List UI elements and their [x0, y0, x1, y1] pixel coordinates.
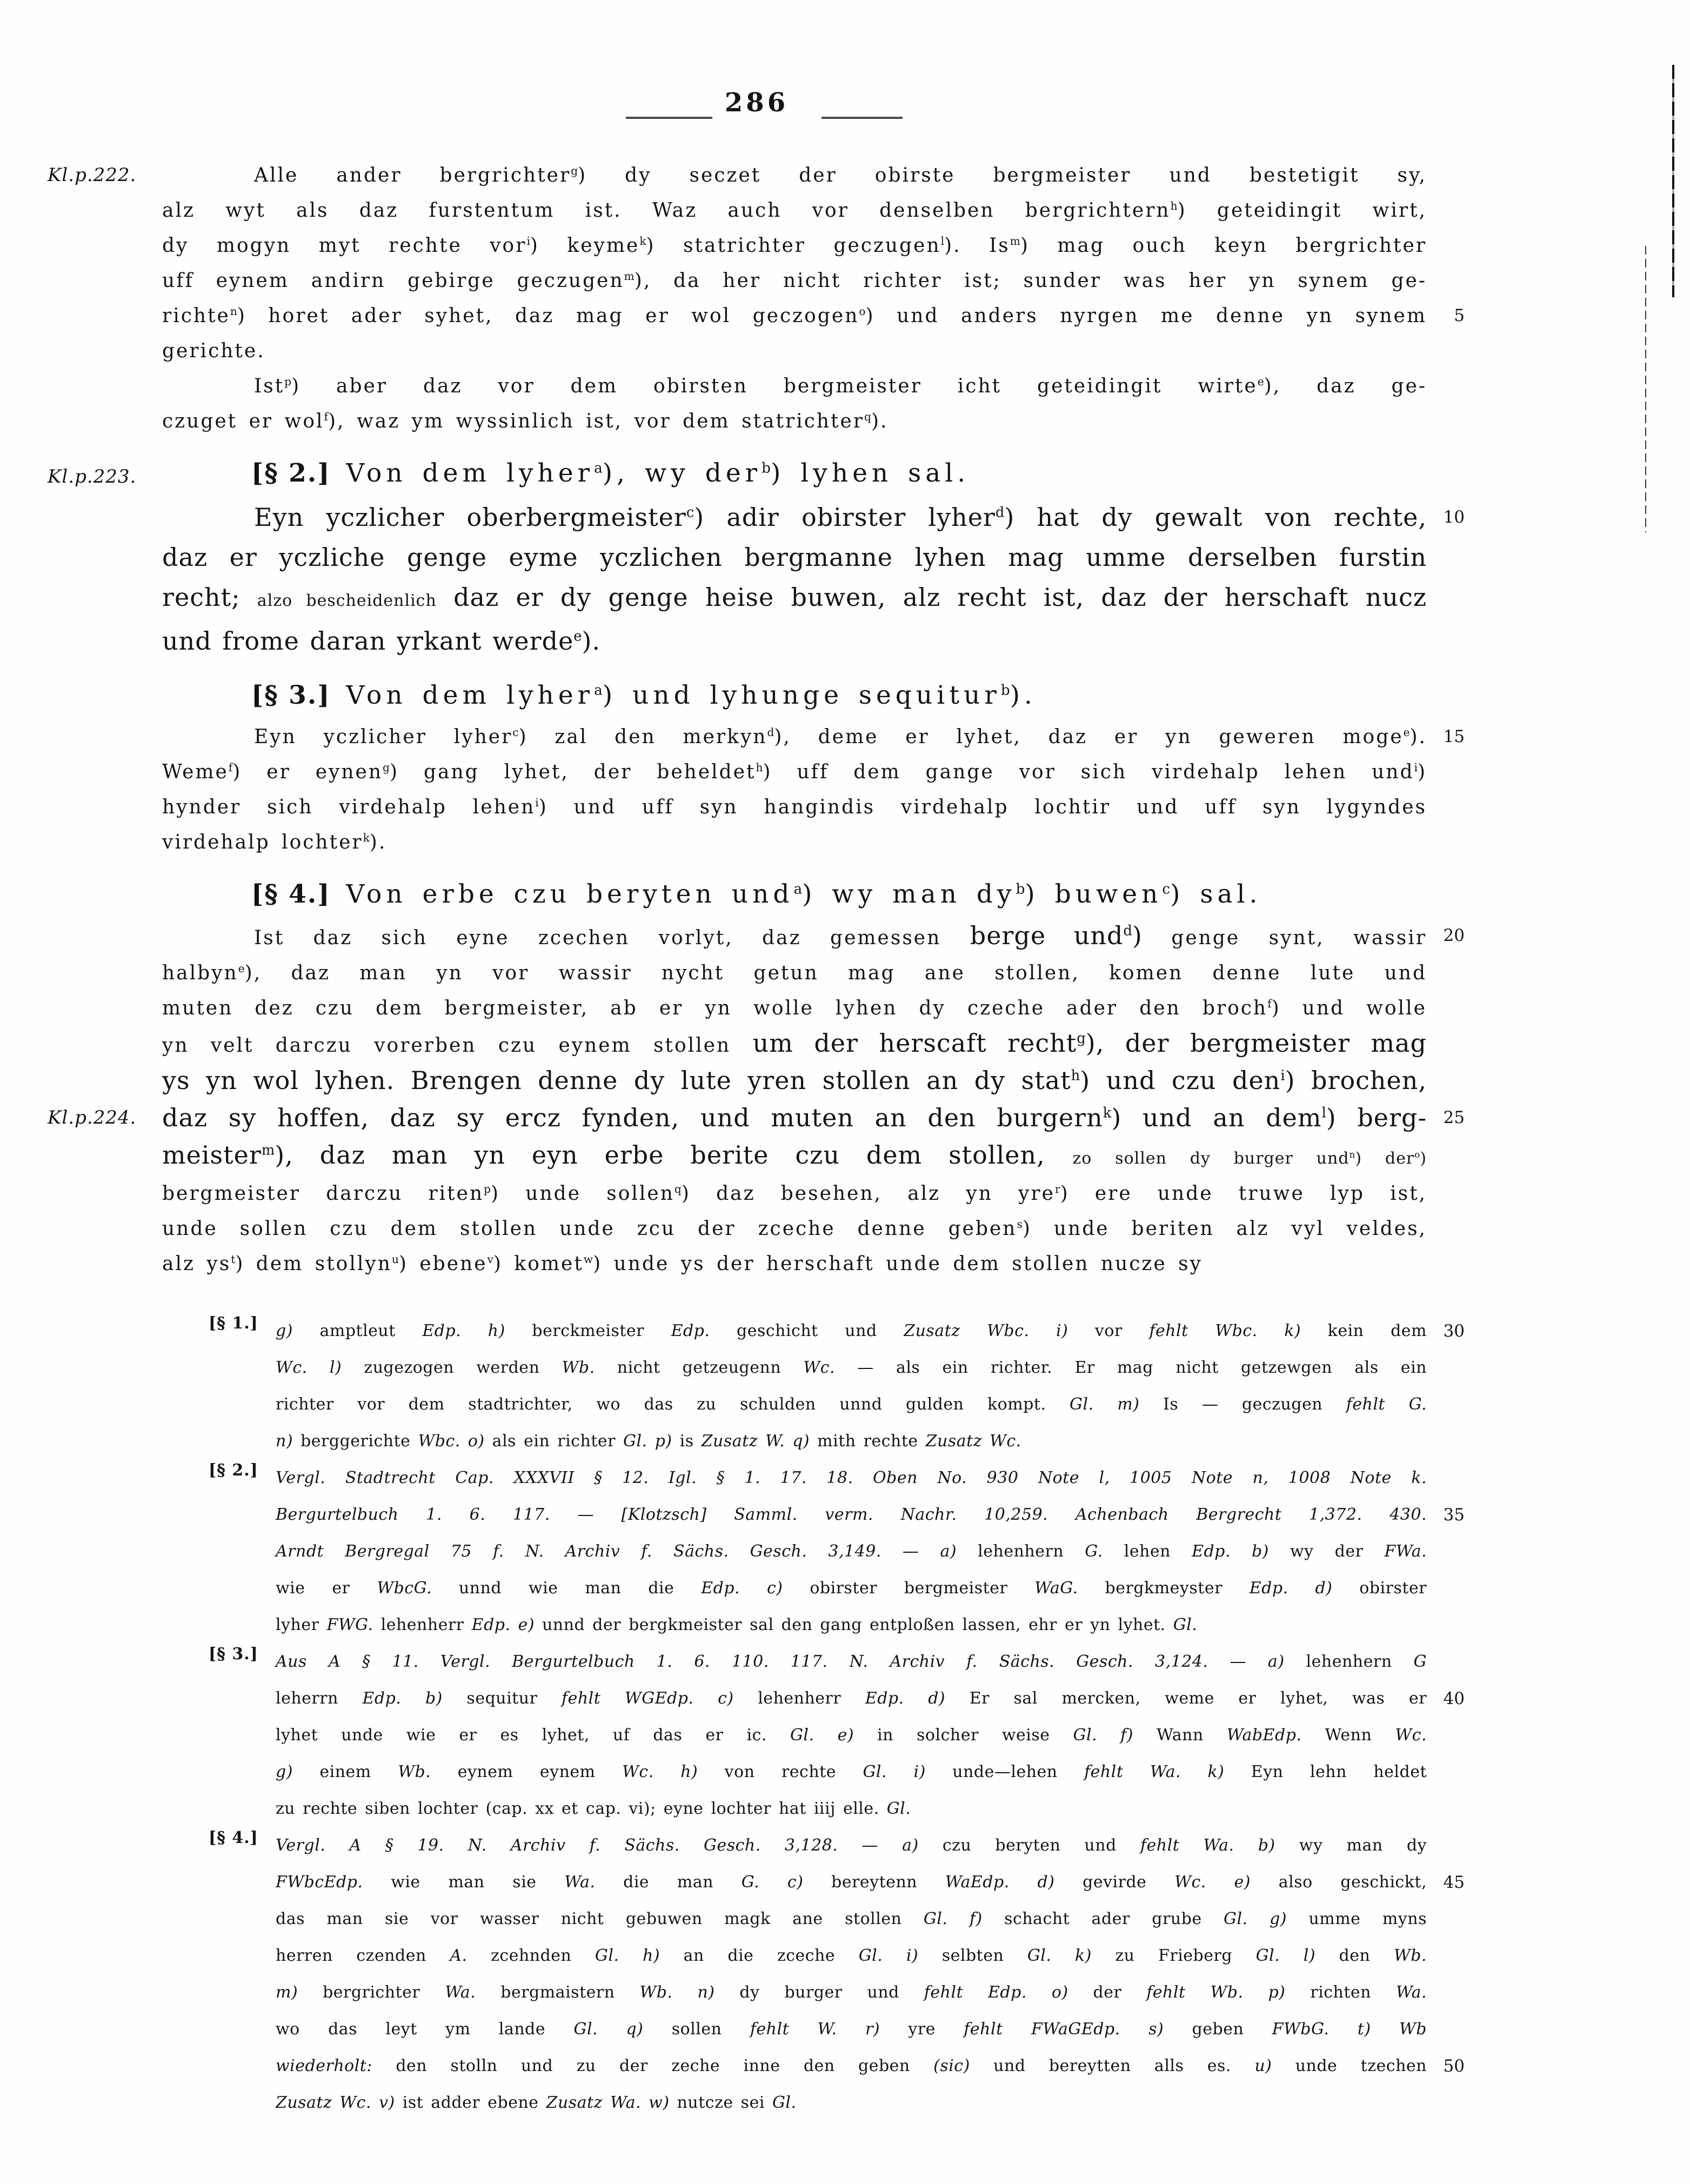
header-rule-left	[626, 117, 712, 119]
text-line: richter vor dem stadtrichter, wo das zu schulden unnd gulden kompt. Gl. m) Is — geczugen fehlt G.	[276, 1395, 1427, 1414]
section-heading	[48, 450, 1427, 497]
footnote-marker: p	[484, 1183, 491, 1195]
text-line: dy mogyn myt rechte vor$^i$) keyme$^k$) statrichter geczugen$^l$). Is$^m$) mag ouch keyn bergrichter	[162, 235, 1427, 257]
footnote-label: [§ 2.]	[209, 1461, 258, 1480]
footnote-marker: g	[1077, 1030, 1086, 1047]
text-line: alz $ys^t$) dem stollyn$^u$) ebene$^v$) komet$^w$) unde ys der herschaft unde dem stollen nucze sy	[162, 1253, 1203, 1275]
footnote-label: [§ 4.]	[209, 1828, 258, 1847]
text-line: Ist daz sich eyne zcechen vorlyt, daz gemessen berge und$^d$) genge synt, wassir 20	[162, 918, 1427, 956]
body-paragraph	[162, 497, 1465, 661]
footnote-marker: q	[674, 1183, 682, 1195]
footnote-block	[209, 1644, 1465, 1827]
footnote-marker: o	[1414, 1149, 1420, 1160]
body-paragraph	[48, 158, 1465, 369]
text-line: recht; alzo bescheidenlich daz er dy genge heise buwen, alz recht ist, daz der herschaft nucz	[162, 583, 1427, 612]
footnote-marker: n	[1349, 1149, 1355, 1160]
footnote-marker: b	[1000, 682, 1010, 699]
margin-reference: Kl.p.224.	[48, 1107, 137, 1128]
footnote-label: [§ 3.]	[209, 1645, 258, 1664]
footnote-marker: h	[1071, 1067, 1080, 1084]
footnote-marker: e	[1403, 726, 1410, 739]
footnote-marker: i	[535, 796, 539, 809]
footnote-marker: a	[594, 460, 603, 477]
margin-reference: Kl.p.223.	[48, 466, 137, 487]
text-line: muten dez czu dem bergmeister, ab er yn wolle lyhen dy czeche ader den broch$^f$) und wolle	[162, 997, 1427, 1019]
footnote-marker: p	[284, 375, 292, 388]
main-text-column	[48, 158, 1465, 1281]
text-line: lyher FWG. lehenherr Edp. e) unnd der bergkmeister sal den gang entploßen lassen, ehr er yn lyhet. Gl.	[276, 1615, 1198, 1634]
footnote-marker: s	[1017, 1218, 1023, 1231]
line-number: 25	[1443, 1108, 1465, 1127]
footnote-marker: h	[756, 761, 763, 774]
text-line: wie er WbcG. unnd wie man die Edp. c) obirster bergmeister WaG. bergkmeyster Edp. d) obirster	[276, 1579, 1427, 1598]
page-number: 286	[724, 88, 789, 118]
line-number: 5	[1454, 306, 1465, 325]
text-line: m) bergrichter Wa. bergmaistern Wb. n) dy burger und fehlt Edp. o) der fehlt Wb. p) richten Wa.	[276, 1983, 1427, 2002]
text-line: Arndt Bergregal 75 f. N. Archiv f. Sächs. Gesch. 3,149. — a) lehenhern G. lehen Edp. b) wy der FWa.	[276, 1542, 1427, 1561]
text-line: Vergl. Stadtrecht Cap. XXXVII § 12. Igl. § 1. 17. 18. Oben No. 930 Note l, 1005 Note n, 1008 Note k.	[276, 1468, 1427, 1487]
footnote-marker: c	[686, 504, 694, 521]
text-line: halbyn$^e$), daz man yn vor wassir nycht getun mag ane stollen, komen denne lute und	[162, 962, 1427, 984]
footnote-marker: k	[639, 235, 646, 248]
text-line: n) berggerichte Wbc. o) als ein richter Gl. p) is Zusatz W. q) mith rechte Zusatz Wc.	[276, 1432, 1021, 1451]
scan-artifact-line	[1672, 65, 1674, 297]
section-title: Von dem lyher$^a$), wy der$^b$) lyhen sal.	[330, 458, 970, 488]
footnote-marker: f	[324, 410, 329, 423]
text-line: Bergurtelbuch 1. 6. 117. — [Klotzsch] Samml. verm. Nachr. 10,259. Achenbach Bergrecht 1,372. 430. 35	[276, 1497, 1427, 1533]
text-line: Eyn yczlicher lyher$^c$) zal den merkyn$^d$), deme er lyhet, daz er yn geweren moge$^e$). 15	[162, 719, 1427, 754]
footnote-marker: g	[571, 164, 578, 177]
text-line: g) einem Wb. eynem eynem Wc. h) von rechte Gl. i) unde—lehen fehlt Wa. k) Eyn lehn heldet	[276, 1762, 1427, 1781]
text-line: uff eynem andirn gebirge geczugen$^m$), da her nicht richter ist; sunder was her yn synem ge-	[162, 270, 1427, 292]
text-line: daz er yczliche genge eyme yczlichen bergmanne lyhen mag umme derselben furstin	[162, 543, 1427, 572]
line-number: 15	[1443, 727, 1465, 746]
footnote-marker: h	[1170, 199, 1178, 212]
line-number: 30	[1443, 1321, 1465, 1341]
text-line: das man sie vor wasser nicht gebuwen magk ane stollen Gl. f) schacht ader grube Gl. g) umme myns	[276, 1909, 1427, 1928]
footnote-block	[209, 1313, 1465, 1460]
footnote-marker: e	[573, 628, 582, 645]
footnote-marker: c	[512, 726, 519, 739]
footnote-marker: k	[1103, 1105, 1112, 1121]
footnote-marker: a	[594, 682, 603, 699]
footnote-marker: b	[1016, 881, 1025, 898]
footnote-marker: m	[1010, 235, 1020, 248]
text-line: Weme$^f$) er eynen$^g$) gang lyhet, der beheldet$^h$) uff dem gange vor sich virdehalp lehen und$^i$)	[162, 761, 1427, 783]
text-line: virdehalp lochter$^k$).	[162, 831, 387, 853]
text-line: Vergl. A § 19. N. Archiv f. Sächs. Gesch. 3,128. — a) czu beryten und fehlt Wa. b) wy man dy	[276, 1836, 1427, 1855]
text-line: herren czenden A. zcehnden Gl. h) an die zceche Gl. i) selbten Gl. k) zu Frieberg Gl. l) den Wb.	[276, 1946, 1427, 1965]
footnote-marker: f	[1267, 997, 1272, 1010]
text-line: g) amptleut Edp. h) berckmeister Edp. geschicht und Zusatz Wbc. i) vor fehlt Wbc. k) kein dem 30	[276, 1313, 1427, 1350]
section-heading	[162, 871, 1427, 918]
footnote-marker: u	[391, 1253, 399, 1266]
header-rule-right	[821, 117, 903, 119]
text-line: Eyn yczlicher oberbergmeister$^c$) adir obirster lyher$^d$) hat dy gewalt von rechte, 10	[162, 497, 1427, 537]
footnote-marker: o	[859, 305, 866, 318]
footnote-marker: d	[767, 726, 774, 739]
section-title: Von erbe czu beryten und$^a$) wy man $dy^b$) buwen$^c$) sal.	[330, 879, 1262, 909]
text-line: meister$^m$), daz man yn eyn erbe berite czu dem stollen, zo sollen dy burger und$^n$) der$^o$)	[162, 1140, 1427, 1170]
footnote-marker: n	[230, 305, 237, 318]
text-line: Zusatz Wc. v) ist adder ebene Zusatz Wa. w) nutcze sei Gl.	[276, 2093, 797, 2112]
footnote-marker: w	[583, 1253, 593, 1266]
line-number: 45	[1443, 1873, 1465, 1892]
footnotes-section	[209, 1313, 1465, 2121]
footnote-marker: r	[1054, 1183, 1060, 1195]
footnote-marker: t	[231, 1253, 236, 1266]
text-line: ys yn wol lyhen. Brengen denne dy lute yren stollen an dy stat$^h$) und czu den$^i$) brochen,	[162, 1066, 1427, 1095]
line-number: 40	[1443, 1689, 1465, 1708]
scan-artifact-line	[1645, 246, 1646, 532]
text-line: zu rechte siben lochter (cap. xx et cap. vi); eyne lochter hat iiij elle. Gl.	[276, 1799, 911, 1818]
footnote-block	[209, 1827, 1465, 2121]
footnote-marker: d	[995, 504, 1005, 521]
footnote-marker: m	[624, 270, 634, 283]
section-label: [§ 3.]	[251, 680, 331, 710]
footnote-marker: f	[228, 761, 233, 774]
body-paragraph	[162, 719, 1465, 860]
footnote-block	[209, 1460, 1465, 1644]
text-line: bergmeister darczu riten$^p$) unde sollen$^q$) daz besehen, alz yn yre$^r$) ere unde truwe lyp ist,	[162, 1183, 1427, 1205]
footnote-marker: d	[1123, 923, 1132, 939]
text-line: czuget er wol$^f$), waz ym wyssinlich ist, vor dem statrichter$^q$).	[162, 410, 889, 432]
text-line: Wc. l) zugezogen werden Wb. nicht getzeugenn Wc. — als ein richter. Er mag nicht getzewgen als ein	[276, 1358, 1427, 1377]
section-heading	[162, 672, 1427, 719]
section-title: Von dem lyher$^a$) und lyhunge sequitur$^b$).	[330, 680, 1037, 710]
text-line: unde sollen czu dem stollen unde zcu der zceche denne geben$^s$) unde beriten alz vyl veldes,	[162, 1218, 1427, 1240]
footnote-marker: b	[761, 460, 771, 477]
line-number: 50	[1443, 2056, 1465, 2076]
body-paragraph	[48, 918, 1465, 1281]
footnote-marker: k	[363, 831, 370, 844]
footnote-marker: c	[1162, 881, 1171, 898]
footnote-marker: l	[940, 235, 945, 248]
line-number: 20	[1443, 926, 1465, 945]
text-line: lyhet unde wie er es lyhet, uf das er ic. Gl. e) in solcher weise Gl. f) Wann WabEdp. Wenn Wc.	[276, 1726, 1427, 1745]
footnote-marker: l	[1321, 1105, 1326, 1121]
text-line: Ist$^p$) aber daz vor dem obirsten bergmeister icht geteidingit wirte$^e$), daz ge-	[254, 375, 1427, 397]
text-line: yn velt darczu vorerben czu eynem stollen um der herscaft recht$^g$), der bergmeister mag	[162, 1028, 1427, 1058]
text-line: gerichte.	[162, 340, 265, 362]
footnote-marker: i	[526, 235, 530, 248]
footnote-marker: q	[864, 410, 871, 423]
text-line: richte$^n$) horet ader syhet, daz mag er wol geczogen$^o$) und anders nyrgen me denne yn synem 5	[162, 298, 1427, 333]
footnote-marker: i	[1414, 761, 1418, 774]
section-label: [§ 2.]	[251, 458, 331, 488]
footnote-marker: i	[1280, 1067, 1285, 1084]
footnote-marker: e	[1257, 375, 1264, 388]
footnote-marker: g	[383, 761, 390, 774]
line-number: 35	[1443, 1505, 1465, 1525]
text-line: wiederholt: den stolln und zu der zeche inne den geben (sic) und bereytten alls es. u) unde tzechen 50	[276, 2048, 1427, 2085]
footnote-marker: e	[238, 962, 245, 975]
body-paragraph	[162, 369, 1427, 439]
text-line: wo das leyt ym lande Gl. q) sollen fehlt W. r) yre fehlt FWaGEdp. s) geben FWbG. t) Wb	[276, 2020, 1427, 2039]
footnote-marker: v	[487, 1253, 493, 1266]
text-line: alz wyt als daz furstentum ist. Waz auch vor denselben bergrichtern$^h$) geteidingit wirt,	[162, 199, 1427, 222]
line-number: 10	[1443, 507, 1465, 527]
text-line: Aus A § 11. Vergl. Bergurtelbuch 1. 6. 110. 117. N. Archiv f. Sächs. Gesch. 3,124. — a) lehenhern G	[276, 1652, 1427, 1671]
footnote-label: [§ 1.]	[209, 1314, 258, 1333]
footnote-marker: m	[261, 1142, 275, 1159]
text-line: leherrn Edp. b) sequitur fehlt WGEdp. c) lehenherr Edp. d) Er sal mercken, weme er lyhet, was er 40	[276, 1680, 1427, 1717]
text-line: daz sy hoffen, daz sy ercz fynden, und muten an den burgern$^k$) und an dem$^l$) berg- Kl.p.224. 25	[162, 1100, 1427, 1138]
margin-reference: Kl.p.222.	[48, 164, 137, 186]
text-line: und frome daran yrkant werde$^e$).	[162, 626, 601, 656]
text-line: FWbcEdp. wie man sie Wa. die man G. c) bereytenn WaEdp. d) gevirde Wc. e) also geschickt, 45	[276, 1864, 1427, 1901]
text-line: hynder sich virdehalp lehen$^i$) und uff syn hangindis virdehalp lochtir und uff syn lygyndes	[162, 796, 1427, 818]
section-label: [§ 4.]	[251, 879, 331, 909]
footnote-marker: a	[793, 881, 803, 898]
text-line: Alle ander bergrichter$^g$) dy seczet der obirste bergmeister und bestetigit sy, Kl.p.222.	[162, 158, 1427, 193]
